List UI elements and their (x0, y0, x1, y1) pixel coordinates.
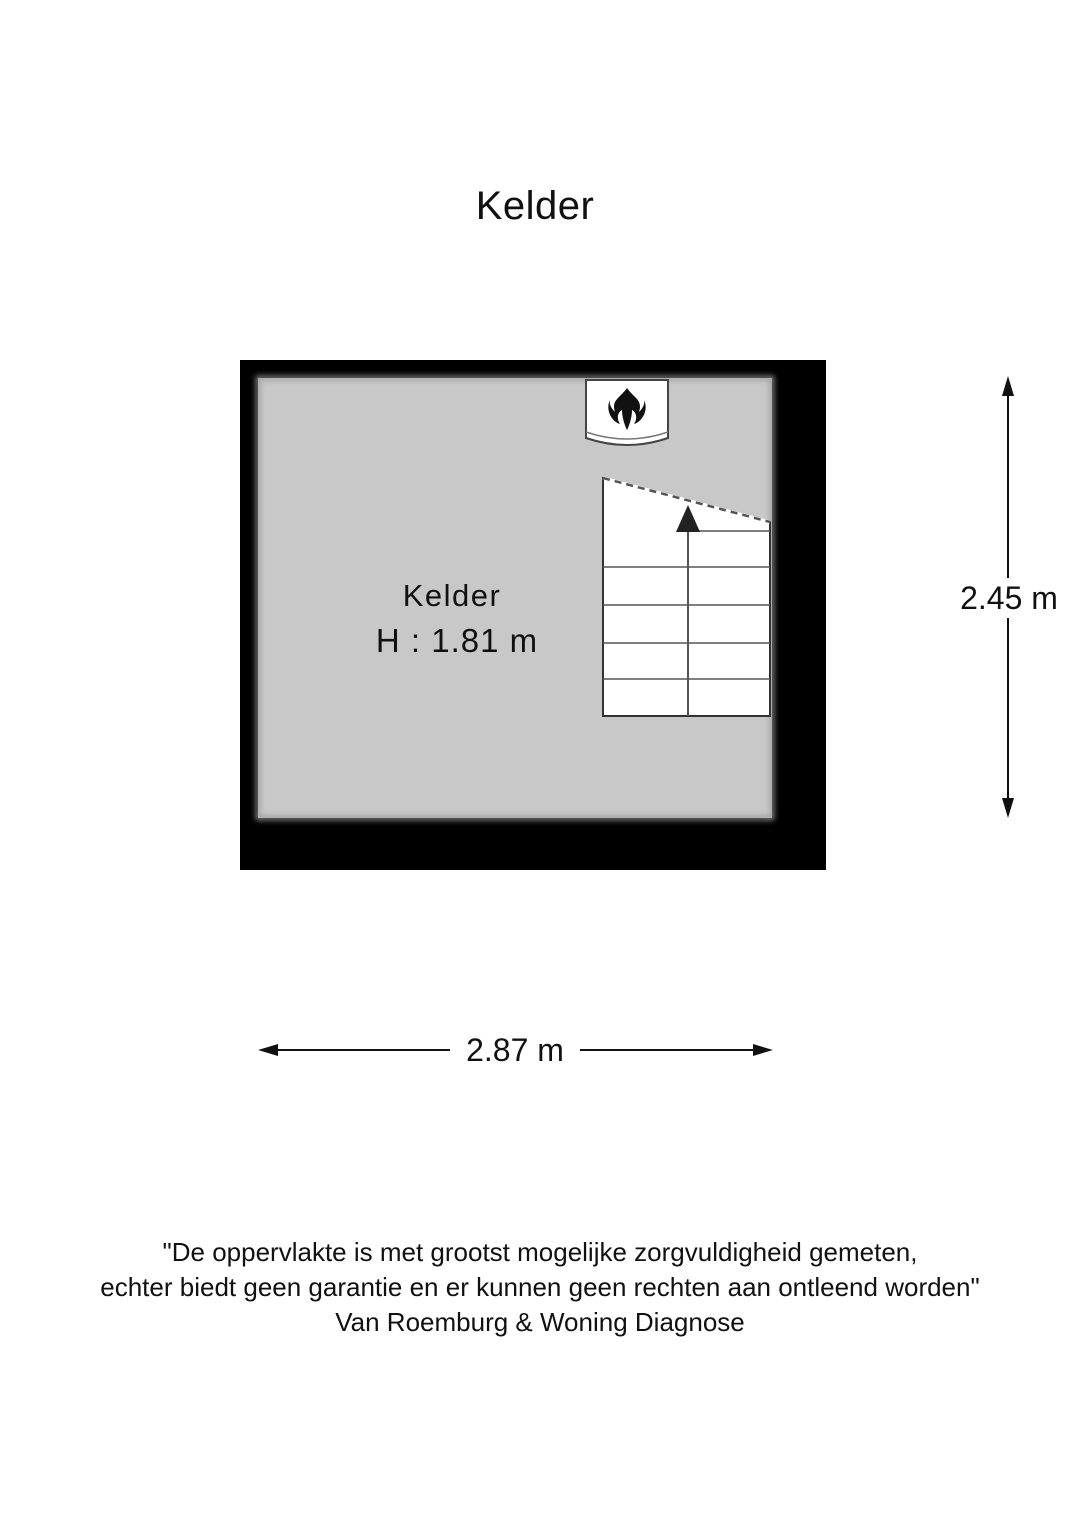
depth-dimension-label: 2.45 m (944, 578, 1074, 618)
room-name-label: Kelder (402, 578, 502, 613)
width-dimension-label: 2.87 m (450, 1030, 580, 1070)
disclaimer-line-1: "De oppervlakte is met grootst mogelijke zorgvuldigheid gemeten, (162, 1237, 918, 1267)
boiler-unit (586, 380, 668, 445)
room-height-label: H : 1.81 m (375, 622, 539, 659)
disclaimer (0, 1235, 1080, 1340)
floor-title: Kelder (475, 184, 595, 228)
disclaimer-line-3: Van Roemburg & Woning Diagnose (335, 1307, 745, 1337)
disclaimer-line-2: echter biedt geen garantie en er kunnen geen rechten aan ontleend worden" (100, 1272, 980, 1302)
